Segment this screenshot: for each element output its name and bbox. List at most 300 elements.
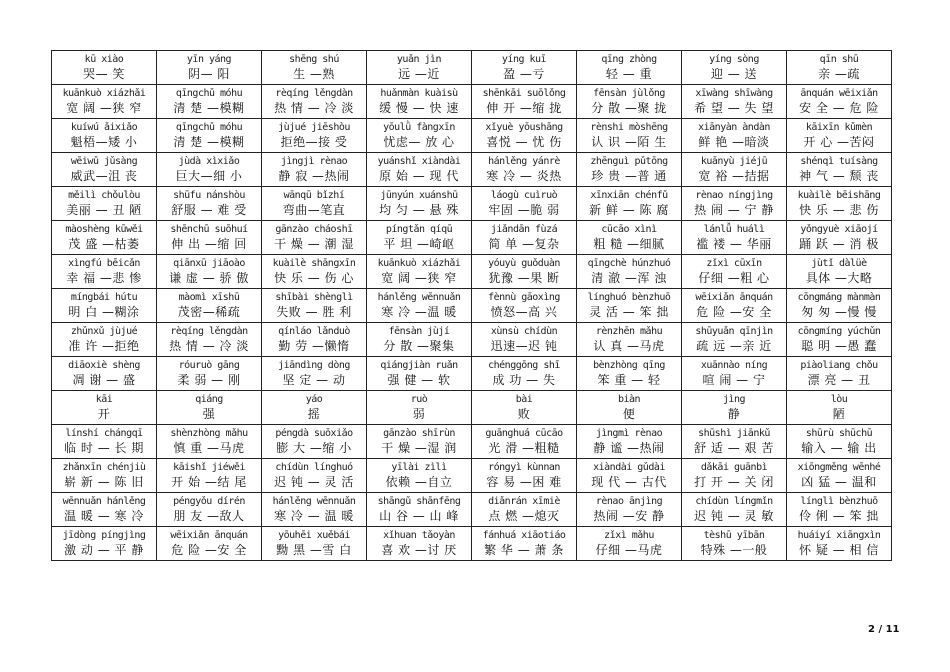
hanzi-text: 强 [202, 406, 216, 421]
hanzi-text: 明 白 —糊涂 [68, 304, 140, 319]
pinyin-text: rèqíng lěngdàn [275, 87, 353, 99]
hanzi-text: 珍 贵 —普 通 [591, 168, 667, 183]
pinyin-text: ruò [410, 393, 428, 405]
hanzi-text: 静 谧 —热闹 [593, 440, 665, 455]
table-row [52, 221, 892, 255]
antonym-cell [472, 391, 577, 425]
table-row [52, 459, 892, 493]
antonym-cell [52, 119, 157, 153]
hanzi-text: 朋 友 —敌人 [173, 508, 245, 523]
pinyin-text: fēnsàn jùjí [388, 325, 450, 337]
antonym-cell [787, 187, 892, 221]
antonym-cell [787, 357, 892, 391]
antonym-cell [157, 493, 262, 527]
antonym-cell [472, 323, 577, 357]
hanzi-text: 幸 福 —悲 惨 [66, 270, 142, 285]
hanzi-text: 繁 华 — 萧 条 [484, 542, 564, 557]
pinyin-text: qiānxū jiāoào [173, 257, 245, 269]
antonym-cell [472, 153, 577, 187]
antonym-cell [367, 493, 472, 527]
pinyin-text: jìngmì rènao [595, 427, 663, 439]
hanzi-text: 魁梧—矮 小 [70, 134, 138, 149]
pinyin-text: róngyì kùnnan [488, 461, 560, 473]
pinyin-text: kuānyù jiéjū [700, 155, 768, 167]
antonym-cell [472, 255, 577, 289]
hanzi-text: 宽 阔 —狭 窄 [66, 100, 142, 115]
antonym-cell [52, 459, 157, 493]
pinyin-text: xīwàng shīwàng [695, 87, 773, 99]
pinyin-text: míngbái hútu [70, 291, 138, 303]
antonym-cell [472, 119, 577, 153]
hanzi-text: 依赖 —自立 [385, 474, 453, 489]
hanzi-text: 干 燥 —湿 润 [381, 440, 457, 455]
antonym-cell [52, 391, 157, 425]
pinyin-text: lánlǚ huálì [703, 223, 765, 235]
hanzi-text: 开 始 —结 尾 [171, 474, 247, 489]
table-row [52, 255, 892, 289]
antonym-cell [472, 459, 577, 493]
antonym-cell [682, 187, 787, 221]
antonym-cell [157, 187, 262, 221]
pinyin-text: kuàilè shāngxīn [272, 257, 356, 269]
pinyin-text: biàn [617, 393, 641, 405]
hanzi-text: 生 —熟 [293, 66, 335, 81]
pinyin-text: xǐyuè yōushāng [485, 121, 563, 133]
antonym-cell [577, 391, 682, 425]
pinyin-text: yuánshǐ xiàndài [377, 155, 461, 167]
table-row [52, 153, 892, 187]
hanzi-text: 临 时 — 长 期 [64, 440, 144, 455]
pinyin-text: yǒngyuè xiāojí [800, 223, 878, 235]
hanzi-text: 准 许 —拒绝 [68, 338, 140, 353]
antonym-cell [157, 425, 262, 459]
pinyin-text: gānzào shīrùn [383, 427, 455, 439]
hanzi-text: 仔细 —马虎 [595, 542, 663, 557]
pinyin-text: qiángjiàn ruǎn [380, 359, 458, 371]
hanzi-text: 分 散 —聚 拢 [591, 100, 667, 115]
hanzi-text: 寒 冷 — 炎热 [486, 168, 562, 183]
hanzi-text: 慎 重 —马虎 [173, 440, 245, 455]
antonym-cell [157, 119, 262, 153]
pinyin-text: qīng zhòng [601, 53, 657, 65]
hanzi-text: 喧 闹 — 宁 [702, 372, 766, 387]
antonym-cell [682, 221, 787, 255]
pinyin-text: yíng kuī [501, 53, 547, 65]
hanzi-text: 快 乐 — 悲 伤 [799, 202, 879, 217]
antonym-cell [472, 221, 577, 255]
hanzi-text: 怀 疑 — 相 信 [799, 542, 879, 557]
pinyin-text: tèshū yībān [703, 529, 765, 541]
antonym-cell [367, 527, 472, 561]
antonym-cell [52, 323, 157, 357]
antonym-cell [577, 153, 682, 187]
antonym-cell [52, 289, 157, 323]
antonym-cell [682, 391, 787, 425]
hanzi-text: 平 坦 —崎岖 [383, 236, 455, 251]
hanzi-text: 静 [727, 406, 741, 421]
hanzi-text: 寒 冷 — 温 暖 [274, 508, 354, 523]
hanzi-text: 迟 钝 — 灵 活 [274, 474, 354, 489]
antonym-cell [787, 459, 892, 493]
pinyin-text: xīnxiān chénfǔ [590, 189, 668, 201]
hanzi-text: 舒 适 — 艰 苦 [694, 440, 774, 455]
antonym-cell [52, 187, 157, 221]
pinyin-text: qīngchè húnzhuó [587, 257, 671, 269]
pinyin-text: qīngchǔ móhu [175, 121, 243, 133]
antonym-cell [472, 51, 577, 85]
antonym-cell [787, 323, 892, 357]
antonym-cell [577, 459, 682, 493]
hanzi-text: 牢固 —脆 弱 [488, 202, 560, 217]
hanzi-text: 崭 新 — 陈 旧 [64, 474, 144, 489]
pinyin-text: cōngmíng yúchǔn [797, 325, 881, 337]
pinyin-text: shāngǔ shānfēng [377, 495, 461, 507]
pinyin-text: shūfu nánshòu [173, 189, 245, 201]
pinyin-text: jùjué jiēshòu [278, 121, 350, 133]
hanzi-text: 膨 大 —缩 小 [276, 440, 352, 455]
antonym-cell [787, 527, 892, 561]
antonym-cell [157, 289, 262, 323]
hanzi-text: 喜 欢 —讨 厌 [381, 542, 457, 557]
hanzi-text: 缓 慢 — 快 速 [379, 100, 459, 115]
antonym-cell [262, 323, 367, 357]
pinyin-text: lòu [830, 393, 848, 405]
hanzi-text: 黝 黑 —雪 白 [276, 542, 352, 557]
pinyin-text: shūshì jiānkǔ [698, 427, 770, 439]
hanzi-text: 热 闹 — 宁 静 [694, 202, 774, 217]
hanzi-text: 安 全 — 危 险 [799, 100, 879, 115]
antonym-cell [262, 493, 367, 527]
pinyin-text: huáiyí xiāngxìn [797, 529, 881, 541]
hanzi-text: 犹豫 —果 断 [488, 270, 560, 285]
antonym-cell [682, 357, 787, 391]
hanzi-text: 光 滑 —粗糙 [488, 440, 560, 455]
pinyin-text: xuānnào níng [700, 359, 768, 371]
pinyin-text: chídùn língmǐn [695, 495, 773, 507]
antonym-cell [682, 85, 787, 119]
antonym-cell [787, 493, 892, 527]
pinyin-text: hánlěng wēnnuǎn [272, 495, 356, 507]
antonym-cell [52, 357, 157, 391]
antonym-cell [367, 323, 472, 357]
antonym-cell [682, 527, 787, 561]
hanzi-text: 快 乐 — 伤 心 [274, 270, 354, 285]
antonym-cell [577, 187, 682, 221]
hanzi-text: 开 [97, 406, 111, 421]
antonym-cell [157, 391, 262, 425]
hanzi-text: 具体 —大略 [805, 270, 873, 285]
table-row [52, 51, 892, 85]
pinyin-text: wēnnuǎn hánlěng [62, 495, 146, 507]
pinyin-text: yáo [305, 393, 323, 405]
hanzi-text: 巨大—细 小 [175, 168, 243, 183]
hanzi-text: 成 功 — 失 [492, 372, 556, 387]
hanzi-text: 迎 — 送 [710, 66, 758, 81]
hanzi-text: 认 识 —陌 生 [591, 134, 667, 149]
antonym-cell [262, 221, 367, 255]
pinyin-text: kuàilè bēishāng [797, 189, 881, 201]
pinyin-text: kuānkuò xiázhǎi [62, 87, 146, 99]
antonym-cell [577, 527, 682, 561]
pinyin-text: yuǎn jìn [396, 53, 442, 65]
pinyin-text: wēiwǔ jǔsàng [70, 155, 138, 167]
pinyin-text: péngdà suōxiǎo [275, 427, 353, 439]
pinyin-text: zhǔnxǔ jùjué [70, 325, 138, 337]
hanzi-text: 迅速—迟 钝 [490, 338, 558, 353]
pinyin-text: qínláo lǎnduò [278, 325, 350, 337]
antonym-cell [787, 425, 892, 459]
pinyin-text: rèqíng lěngdàn [170, 325, 248, 337]
antonym-cell [472, 289, 577, 323]
hanzi-text: 凋 谢 — 盛 [72, 372, 136, 387]
pinyin-text: shūyuǎn qīnjìn [695, 325, 773, 337]
antonym-cell [262, 187, 367, 221]
antonym-cell [52, 153, 157, 187]
antonym-cell [787, 85, 892, 119]
table-row [52, 357, 892, 391]
antonym-cell [367, 425, 472, 459]
pinyin-text: yōuhēi xuěbái [278, 529, 350, 541]
hanzi-text: 特殊 —一般 [700, 542, 768, 557]
pinyin-text: kāi [95, 393, 113, 405]
antonym-cell [472, 493, 577, 527]
hanzi-text: 便 [622, 406, 636, 421]
pinyin-text: yōulǜ fàngxīn [383, 121, 455, 133]
pinyin-text: cōngmáng mànmàn [797, 291, 881, 303]
antonym-cell [367, 85, 472, 119]
pinyin-text: yíng sòng [709, 53, 759, 65]
hanzi-text: 热闹 —安 静 [593, 508, 665, 523]
hanzi-text: 凶 猛 — 温和 [801, 474, 877, 489]
hanzi-text: 茂密—稀疏 [177, 304, 241, 319]
antonym-cell [472, 85, 577, 119]
antonym-cell [472, 527, 577, 561]
hanzi-text: 输入 — 输 出 [801, 440, 877, 455]
antonym-cell [472, 357, 577, 391]
pinyin-text: bènzhòng qīng [593, 359, 665, 371]
antonym-cell [787, 289, 892, 323]
antonym-cell [262, 391, 367, 425]
hanzi-text: 容 易 —困 难 [486, 474, 562, 489]
hanzi-text: 失败 — 胜 利 [276, 304, 352, 319]
antonym-cell [262, 289, 367, 323]
antonym-cell [157, 323, 262, 357]
hanzi-text: 弱 [412, 406, 426, 421]
table-row [52, 425, 892, 459]
pinyin-text: guānghuá cūcāo [485, 427, 563, 439]
table-row [52, 85, 892, 119]
antonym-cell [787, 153, 892, 187]
hanzi-text: 迟 钝 — 灵 敏 [694, 508, 774, 523]
antonym-cell [262, 459, 367, 493]
pinyin-text: línghuó bènzhuō [587, 291, 671, 303]
hanzi-text: 温 暖 — 寒 冷 [64, 508, 144, 523]
antonym-cell [367, 289, 472, 323]
antonym-cell [577, 51, 682, 85]
antonym-cell [472, 425, 577, 459]
hanzi-text: 开 心 —苦闷 [803, 134, 875, 149]
pinyin-text: fènnù gāoxìng [488, 291, 560, 303]
antonym-cell [577, 289, 682, 323]
hanzi-text: 新 鲜 — 陈 腐 [589, 202, 669, 217]
antonym-cell [682, 493, 787, 527]
antonym-cell [52, 51, 157, 85]
pinyin-text: xiōngměng wēnhé [797, 461, 881, 473]
antonym-cell [682, 425, 787, 459]
pinyin-text: jùdà xìxiǎo [178, 155, 240, 167]
antonym-cell [787, 119, 892, 153]
antonym-cell [577, 323, 682, 357]
table-row [52, 289, 892, 323]
hanzi-text: 阴— 阳 [188, 66, 230, 81]
pinyin-text: zhēnguì pǔtōng [590, 155, 668, 167]
hanzi-text: 仔细 —粗 心 [698, 270, 770, 285]
antonym-cell [157, 85, 262, 119]
hanzi-text: 粗 糙 —细腻 [593, 236, 665, 251]
pinyin-text: wēixiǎn ānquán [170, 529, 248, 541]
antonym-cell [262, 527, 367, 561]
antonym-cell [262, 51, 367, 85]
antonym-cell [682, 255, 787, 289]
pinyin-text: shénqì tuísàng [800, 155, 878, 167]
hanzi-text: 清 澈 —浑 浊 [591, 270, 667, 285]
pinyin-text: měilì chǒulòu [68, 189, 140, 201]
pinyin-text: péngyǒu dírén [173, 495, 245, 507]
pinyin-text: cūcāo xìnì [601, 223, 657, 235]
hanzi-text: 亲 —疏 [818, 66, 860, 81]
hanzi-text: 勤 劳 —懒惰 [278, 338, 350, 353]
hanzi-text: 宽 阔 —狭 窄 [381, 270, 457, 285]
hanzi-text: 点 燃 —熄灭 [488, 508, 560, 523]
pinyin-text: hánlěng yánrè [488, 155, 560, 167]
pinyin-text: bài [515, 393, 533, 405]
pinyin-text: píngtǎn qíqū [385, 223, 453, 235]
pinyin-text: xiàndài gǔdài [593, 461, 665, 473]
hanzi-text: 哭— 笑 [83, 66, 125, 81]
antonym-cell [367, 153, 472, 187]
hanzi-text: 强 健 — 软 [387, 372, 451, 387]
antonym-cell [52, 221, 157, 255]
hanzi-text: 愤怒—高 兴 [490, 304, 558, 319]
pinyin-text: piàoliang chǒu [800, 359, 878, 371]
antonym-cell [52, 425, 157, 459]
hanzi-text: 清 楚 —模糊 [173, 134, 245, 149]
pinyin-text: kuíwú ǎixiǎo [70, 121, 138, 133]
antonym-cell [262, 85, 367, 119]
antonym-cell [682, 323, 787, 357]
hanzi-text: 美丽 — 丑 陋 [66, 202, 142, 217]
pinyin-text: línshí chángqī [65, 427, 143, 439]
antonym-cell [367, 255, 472, 289]
antonym-cell [157, 357, 262, 391]
pinyin-text: jiǎndān fùzá [490, 223, 558, 235]
hanzi-text: 激 动 — 平 静 [64, 542, 144, 557]
antonym-cell [367, 221, 472, 255]
pinyin-text: xiānyàn àndàn [698, 121, 770, 133]
antonym-cell [367, 119, 472, 153]
antonym-cell [577, 493, 682, 527]
pinyin-text: zǐxì cūxīn [706, 257, 762, 269]
hanzi-text: 陋 [832, 406, 846, 421]
hanzi-text: 神 气 — 颓 丧 [799, 168, 879, 183]
hanzi-text: 弯曲—笔直 [282, 202, 346, 217]
pinyin-text: shènzhòng mǎhu [170, 427, 248, 439]
pinyin-text: huǎnmàn kuàisù [380, 87, 458, 99]
hanzi-text: 漂 亮 — 丑 [807, 372, 871, 387]
hanzi-text: 威武—沮 丧 [70, 168, 138, 183]
pinyin-text: kuānkuò xiázhǎi [377, 257, 461, 269]
pinyin-text: rènao níngjìng [695, 189, 773, 201]
hanzi-text: 热 情 — 冷 淡 [169, 338, 249, 353]
hanzi-text: 伶 俐 — 笨 拙 [799, 508, 879, 523]
antonym-cell [577, 85, 682, 119]
hanzi-text: 败 [517, 406, 531, 421]
pinyin-text: qīngchǔ móhu [175, 87, 243, 99]
hanzi-text: 鲜 艳 —暗淡 [698, 134, 770, 149]
hanzi-text: 匆 匆 —慢 慢 [801, 304, 877, 319]
pinyin-text: fēnsàn jùlǒng [593, 87, 665, 99]
pinyin-text: kū xiào [84, 53, 124, 65]
hanzi-text: 柔 弱 — 刚 [177, 372, 241, 387]
hanzi-text: 清 楚 —模糊 [173, 100, 245, 115]
pinyin-text: hánlěng wēnnuǎn [377, 291, 461, 303]
antonym-cell [262, 153, 367, 187]
hanzi-text: 热 情 — 冷 淡 [274, 100, 354, 115]
antonym-cell [787, 255, 892, 289]
antonym-cell [367, 357, 472, 391]
table-row [52, 391, 892, 425]
hanzi-text: 寒 冷 —温 暖 [381, 304, 457, 319]
pinyin-text: chídùn línghuó [275, 461, 353, 473]
antonym-cell [52, 85, 157, 119]
pinyin-text: jìngjì rènao [280, 155, 348, 167]
hanzi-text: 褴 褛 — 华丽 [696, 236, 772, 251]
pinyin-text: jìng [722, 393, 746, 405]
hanzi-text: 远 —近 [398, 66, 440, 81]
pinyin-text: shūrù shūchū [805, 427, 873, 439]
pinyin-text: xǐhuan tǎoyàn [383, 529, 455, 541]
antonym-cell [787, 391, 892, 425]
pinyin-text: chénggōng shī [488, 359, 560, 371]
pinyin-text: diāoxiè shèng [68, 359, 140, 371]
antonym-cell [682, 51, 787, 85]
antonym-cell [787, 51, 892, 85]
pinyin-text: zǐxì mǎhu [604, 529, 654, 541]
hanzi-text: 忧虑— 放 心 [383, 134, 455, 149]
antonym-cell [52, 493, 157, 527]
pinyin-text: yīlài zìlì [391, 461, 447, 473]
hanzi-text: 聪 明 —愚 蠢 [801, 338, 877, 353]
pinyin-text: qīn shū [819, 53, 859, 65]
table-row [52, 323, 892, 357]
hanzi-text: 静 寂 —热闹 [278, 168, 350, 183]
antonym-cell [472, 187, 577, 221]
pinyin-text: shēnkāi suōlǒng [482, 87, 566, 99]
hanzi-text: 分 散 —聚集 [383, 338, 455, 353]
antonym-cell [157, 255, 262, 289]
antonym-cell [682, 289, 787, 323]
pinyin-text: shēng shú [289, 53, 339, 65]
hanzi-text: 舒服 — 难 受 [171, 202, 247, 217]
pinyin-text: róuruò gāng [178, 359, 240, 371]
antonym-cell [367, 391, 472, 425]
pinyin-text: xùnsù chídùn [490, 325, 558, 337]
pinyin-text: shēnchū suōhuí [170, 223, 248, 235]
hanzi-text: 原 始 — 现 代 [379, 168, 459, 183]
antonym-cell [262, 255, 367, 289]
antonym-cell [262, 425, 367, 459]
antonym-cell [682, 153, 787, 187]
